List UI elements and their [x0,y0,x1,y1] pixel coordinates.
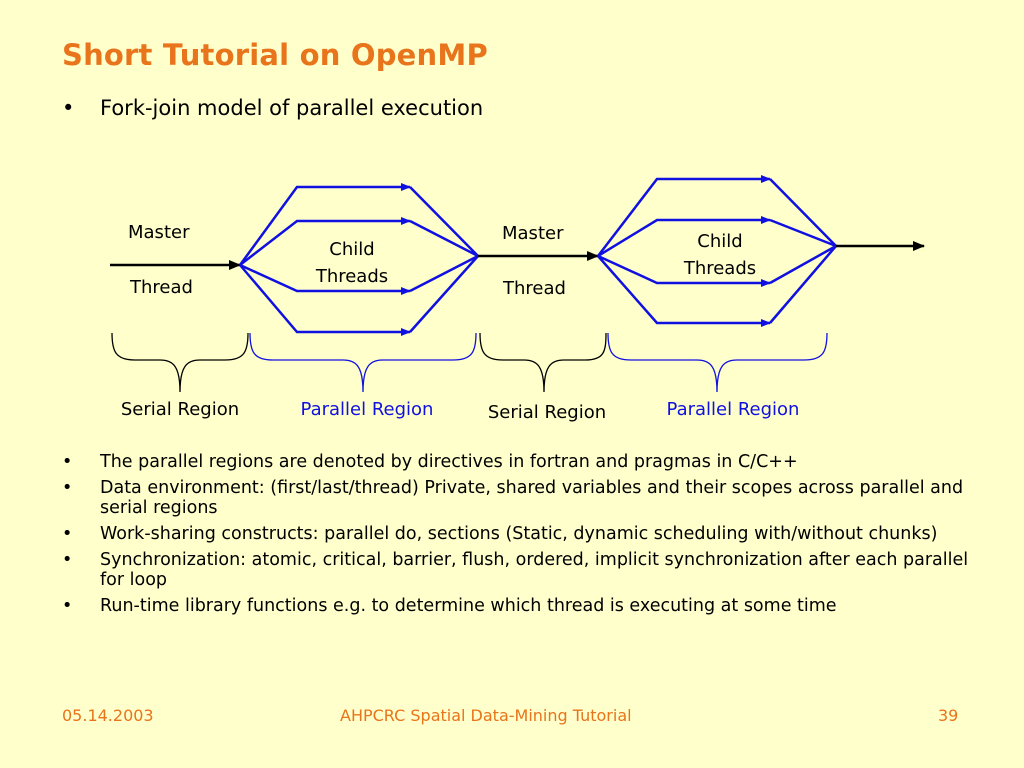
child-label-1-top: Child [329,239,375,260]
list-item [62,478,982,518]
child-thread-line [598,256,770,323]
intro-bullet [62,96,483,120]
page-number: 39 [938,706,959,725]
master-label-2-bottom: Thread [503,278,566,299]
join-line [770,220,836,246]
child-thread-line [240,265,410,332]
join-line [410,256,478,291]
parallel-brace-1 [250,333,476,392]
bullet-text: Run-time library functions e.g. to determine which thread is executing at some time [100,596,837,616]
list-item [62,596,982,616]
list-item [62,452,982,472]
join-line [770,246,836,283]
bullet-text: Work-sharing constructs: parallel do, sections (Static, dynamic scheduling with/without chunks) [100,524,938,544]
bullet-text: Data environment: (first/last/thread) Private, shared variables and their scopes across parallel and serial regions [100,478,964,518]
child-label-2-top: Child [697,231,743,252]
master-label-2-top: Master [502,223,564,244]
list-item [62,524,982,544]
bullet-glyph: • [62,550,73,570]
serial-region-label-2: Serial Region [487,402,607,423]
child-label-2-bottom: Threads [683,258,757,279]
bullet-list [62,452,982,622]
intro-bullet-text: Fork-join model of parallel execution [100,96,484,120]
child-thread-line [240,265,410,291]
child-thread-line [240,187,410,265]
slide-title: Short Tutorial on OpenMP [62,38,488,72]
bullet-glyph: • [62,596,73,616]
parallel-region-label-1: Parallel Region [300,399,434,420]
child-thread-line [598,220,770,256]
join-line [410,221,478,256]
bullet-glyph: • [62,452,73,472]
bullet-text: The parallel regions are denoted by directives in fortran and pragmas in C/C++ [100,452,798,472]
child-thread-line [598,179,770,256]
join-line [410,187,478,256]
child-thread-line [598,256,770,283]
parallel-region-label-2: Parallel Region [666,399,800,420]
footer-date: 05.14.2003 [62,706,154,725]
footer-title: AHPCRC Spatial Data-Mining Tutorial [340,706,632,725]
master-label-1-bottom: Thread [130,277,193,298]
child-threads-group-2 [598,179,836,323]
master-label-1-top: Master [128,222,190,243]
serial-region-label-1: Serial Region [120,399,240,420]
list-item [62,550,982,590]
join-line [770,179,836,246]
child-thread-line [240,221,410,265]
join-line [410,256,478,332]
child-label-1-bottom: Threads [315,266,389,287]
join-line [770,246,836,323]
serial-brace-1 [112,333,248,392]
child-threads-group-1 [240,187,478,332]
bullet-text: Synchronization: atomic, critical, barrier, flush, ordered, implicit synchronization after each parallel for loop [100,550,969,590]
bullet-glyph: • [62,524,73,544]
serial-brace-2 [480,333,606,392]
parallel-brace-2 [608,333,827,392]
bullet-glyph: • [62,96,75,120]
bullet-glyph: • [62,478,73,498]
